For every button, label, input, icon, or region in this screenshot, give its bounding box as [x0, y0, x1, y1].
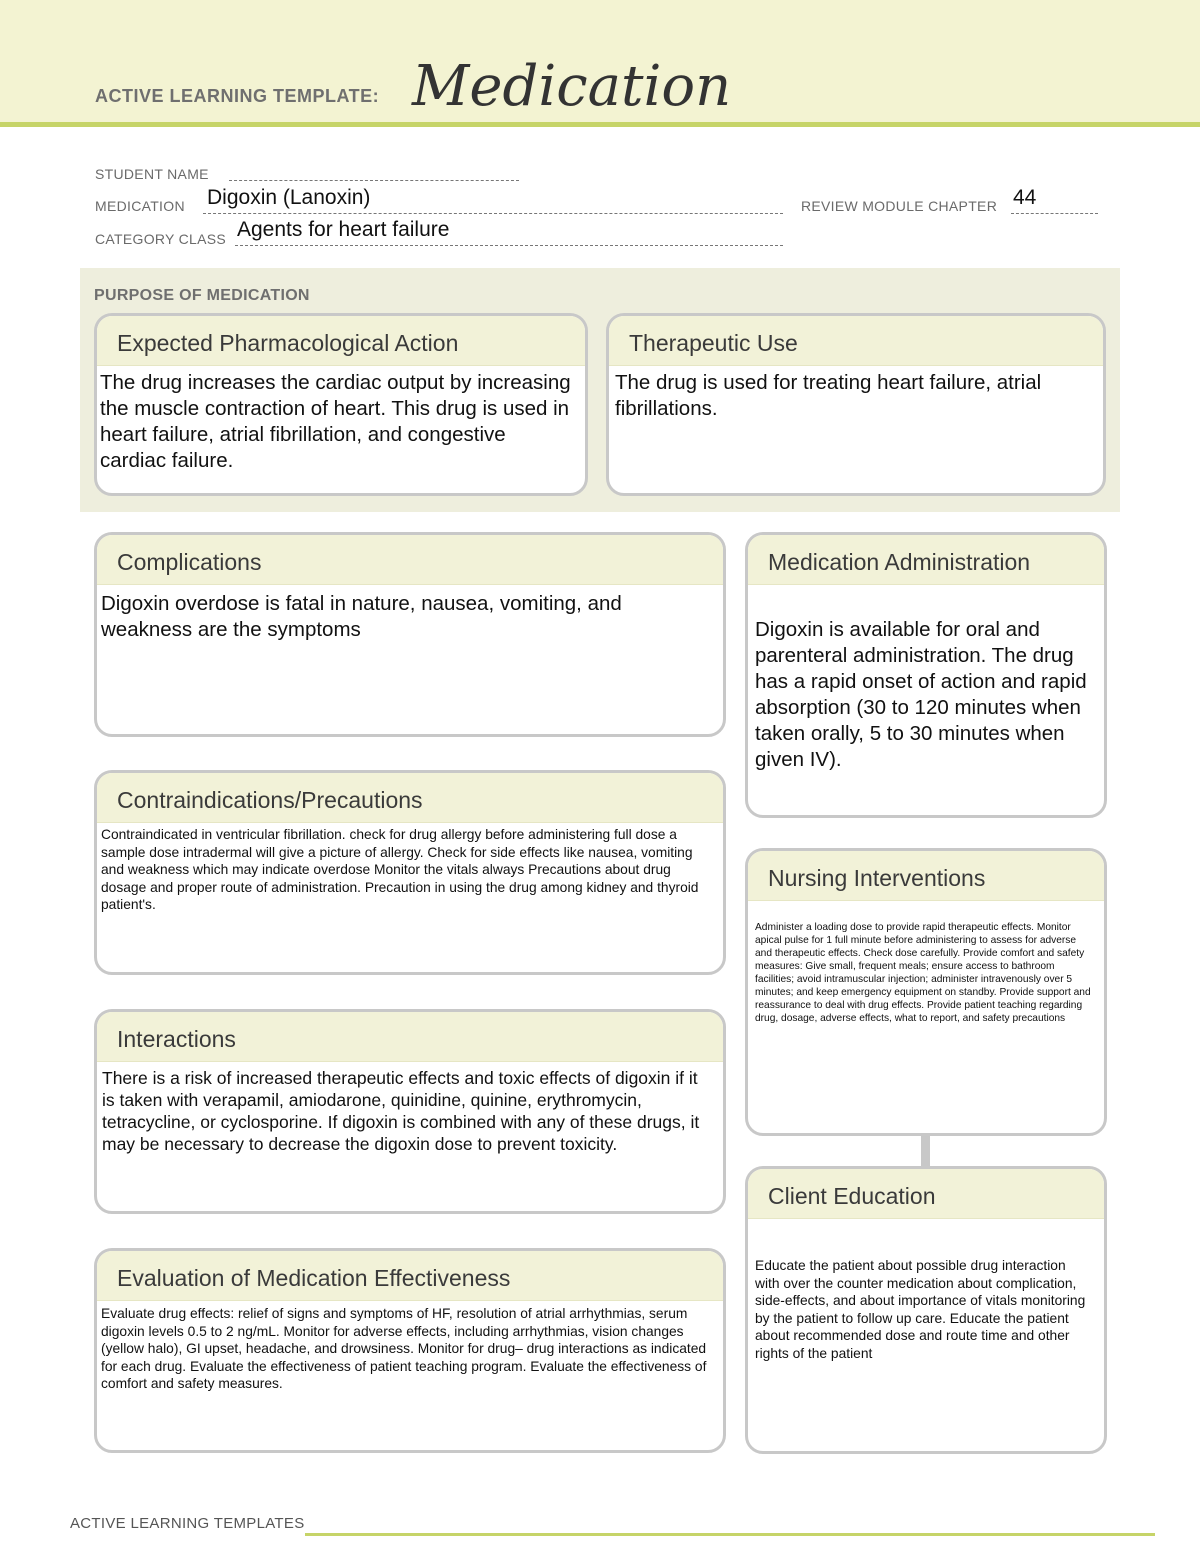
interactions-card	[94, 1009, 726, 1214]
interactions-text[interactable]: There is a risk of increased therapeutic effects and toxic effects of digoxin if it is taken with verapamil, amiodarone, quinidine, quinine, erythromycin, tetracycline, or cyclosporine. If digoxin is combined with any of these drugs, it may be necessary to decrease the digoxin dose to prevent toxicity.	[102, 1068, 700, 1154]
medication-line	[203, 213, 783, 214]
nursing-interventions-title: Nursing Interventions	[748, 851, 1104, 901]
student-name-line	[229, 180, 519, 181]
nursing-interventions-text[interactable]: Administer a loading dose to provide rapid therapeutic effects. Monitor apical pulse for 1 full minute before administering to assess for adverse and therapeutic effects. Check dose carefully. Provide comfort and safety measures: Give small, frequent meals; ensure access to bathroom facilities; avoid intramuscular injection; administer intravenously over 5 minutes; and keep emergency equipment on standby. Provide support and reassurance to deal with drug effects. Provide patient teaching regarding drug, dosage, adverse effects, what to report, and safety precautions	[755, 922, 1091, 1024]
contraindications-title: Contraindications/Precautions	[97, 773, 723, 823]
complications-card	[94, 532, 726, 737]
expected-action-title: Expected Pharmacological Action	[97, 316, 585, 366]
card-connector	[921, 1135, 930, 1167]
medication-label: MEDICATION	[95, 198, 185, 214]
nursing-interventions-card	[745, 848, 1107, 1136]
purpose-label: PURPOSE OF MEDICATION	[94, 287, 310, 304]
category-class-field[interactable]: Agents for heart failure	[237, 218, 450, 241]
category-class-label: CATEGORY CLASS	[95, 231, 227, 247]
client-education-card	[745, 1166, 1107, 1454]
evaluation-title: Evaluation of Medication Effectiveness	[97, 1251, 723, 1301]
template-label: ACTIVE LEARNING TEMPLATE:	[95, 86, 380, 106]
medication-administration-card	[745, 532, 1107, 818]
page-title: Medication	[412, 54, 732, 119]
review-module-line	[1011, 213, 1098, 214]
expected-action-card	[94, 313, 588, 496]
review-module-label: REVIEW MODULE CHAPTER	[801, 198, 998, 214]
complications-title: Complications	[97, 535, 723, 585]
contraindications-card	[94, 770, 726, 975]
footer-label: ACTIVE LEARNING TEMPLATES	[70, 1515, 305, 1532]
therapeutic-use-text[interactable]: The drug is used for treating heart failure, atrial fibrillations.	[615, 371, 1042, 420]
complications-text[interactable]: Digoxin overdose is fatal in nature, nausea, vomiting, and weakness are the symptoms	[101, 592, 622, 641]
medication-field[interactable]: Digoxin (Lanoxin)	[207, 186, 371, 209]
header-rule	[0, 122, 1200, 127]
review-module-field[interactable]: 44	[1013, 186, 1037, 209]
client-education-title: Client Education	[748, 1169, 1104, 1219]
footer-rule	[305, 1533, 1155, 1536]
therapeutic-use-title: Therapeutic Use	[609, 316, 1103, 366]
contraindications-text[interactable]: Contraindicated in ventricular fibrillation. check for drug allergy before administering full dose a sample dose intradermal will give a picture of allergy. Check for side effects like nausea, vomiting and weakness which may indicate overdose Monitor the vitals always Precautions about drug dosage and proper route of administration. Precaution in using the drug among kidney and thyroid patient's.	[101, 827, 699, 912]
therapeutic-use-card	[606, 313, 1106, 496]
expected-action-text[interactable]: The drug increases the cardiac output by increasing the muscle contraction of heart. This drug is used in heart failure, atrial fibrillation, and congestive cardiac failure.	[100, 371, 571, 472]
medication-administration-title: Medication Administration	[748, 535, 1104, 585]
interactions-title: Interactions	[97, 1012, 723, 1062]
evaluation-card	[94, 1248, 726, 1453]
student-name-label: STUDENT NAME	[95, 166, 209, 182]
client-education-text[interactable]: Educate the patient about possible drug interaction with over the counter medication about complication, side-effects, and about importance of vitals monitoring by the patient to follow up care. Educate the patient about recommended dose and route time and other rights of the patient	[755, 1258, 1086, 1361]
category-class-line	[235, 245, 783, 246]
medication-administration-text[interactable]: Digoxin is available for oral and parenteral administration. The drug has a rapid onset of action and rapid absorption (30 to 120 minutes when taken orally, 5 to 30 minutes when given IV).	[755, 618, 1087, 771]
evaluation-text[interactable]: Evaluate drug effects: relief of signs and symptoms of HF, resolution of atrial arrhythmias, serum digoxin levels 0.5 to 2 ng/mL. Monitor for adverse effects, including arrhythmias, vision changes (yellow halo), GI upset, headache, and drowsiness. Monitor for drug– drug interactions as indicated for each drug. Evaluate the effectiveness of patient teaching program. Evaluate the effectiveness of comfort and safety measures.	[101, 1306, 707, 1391]
